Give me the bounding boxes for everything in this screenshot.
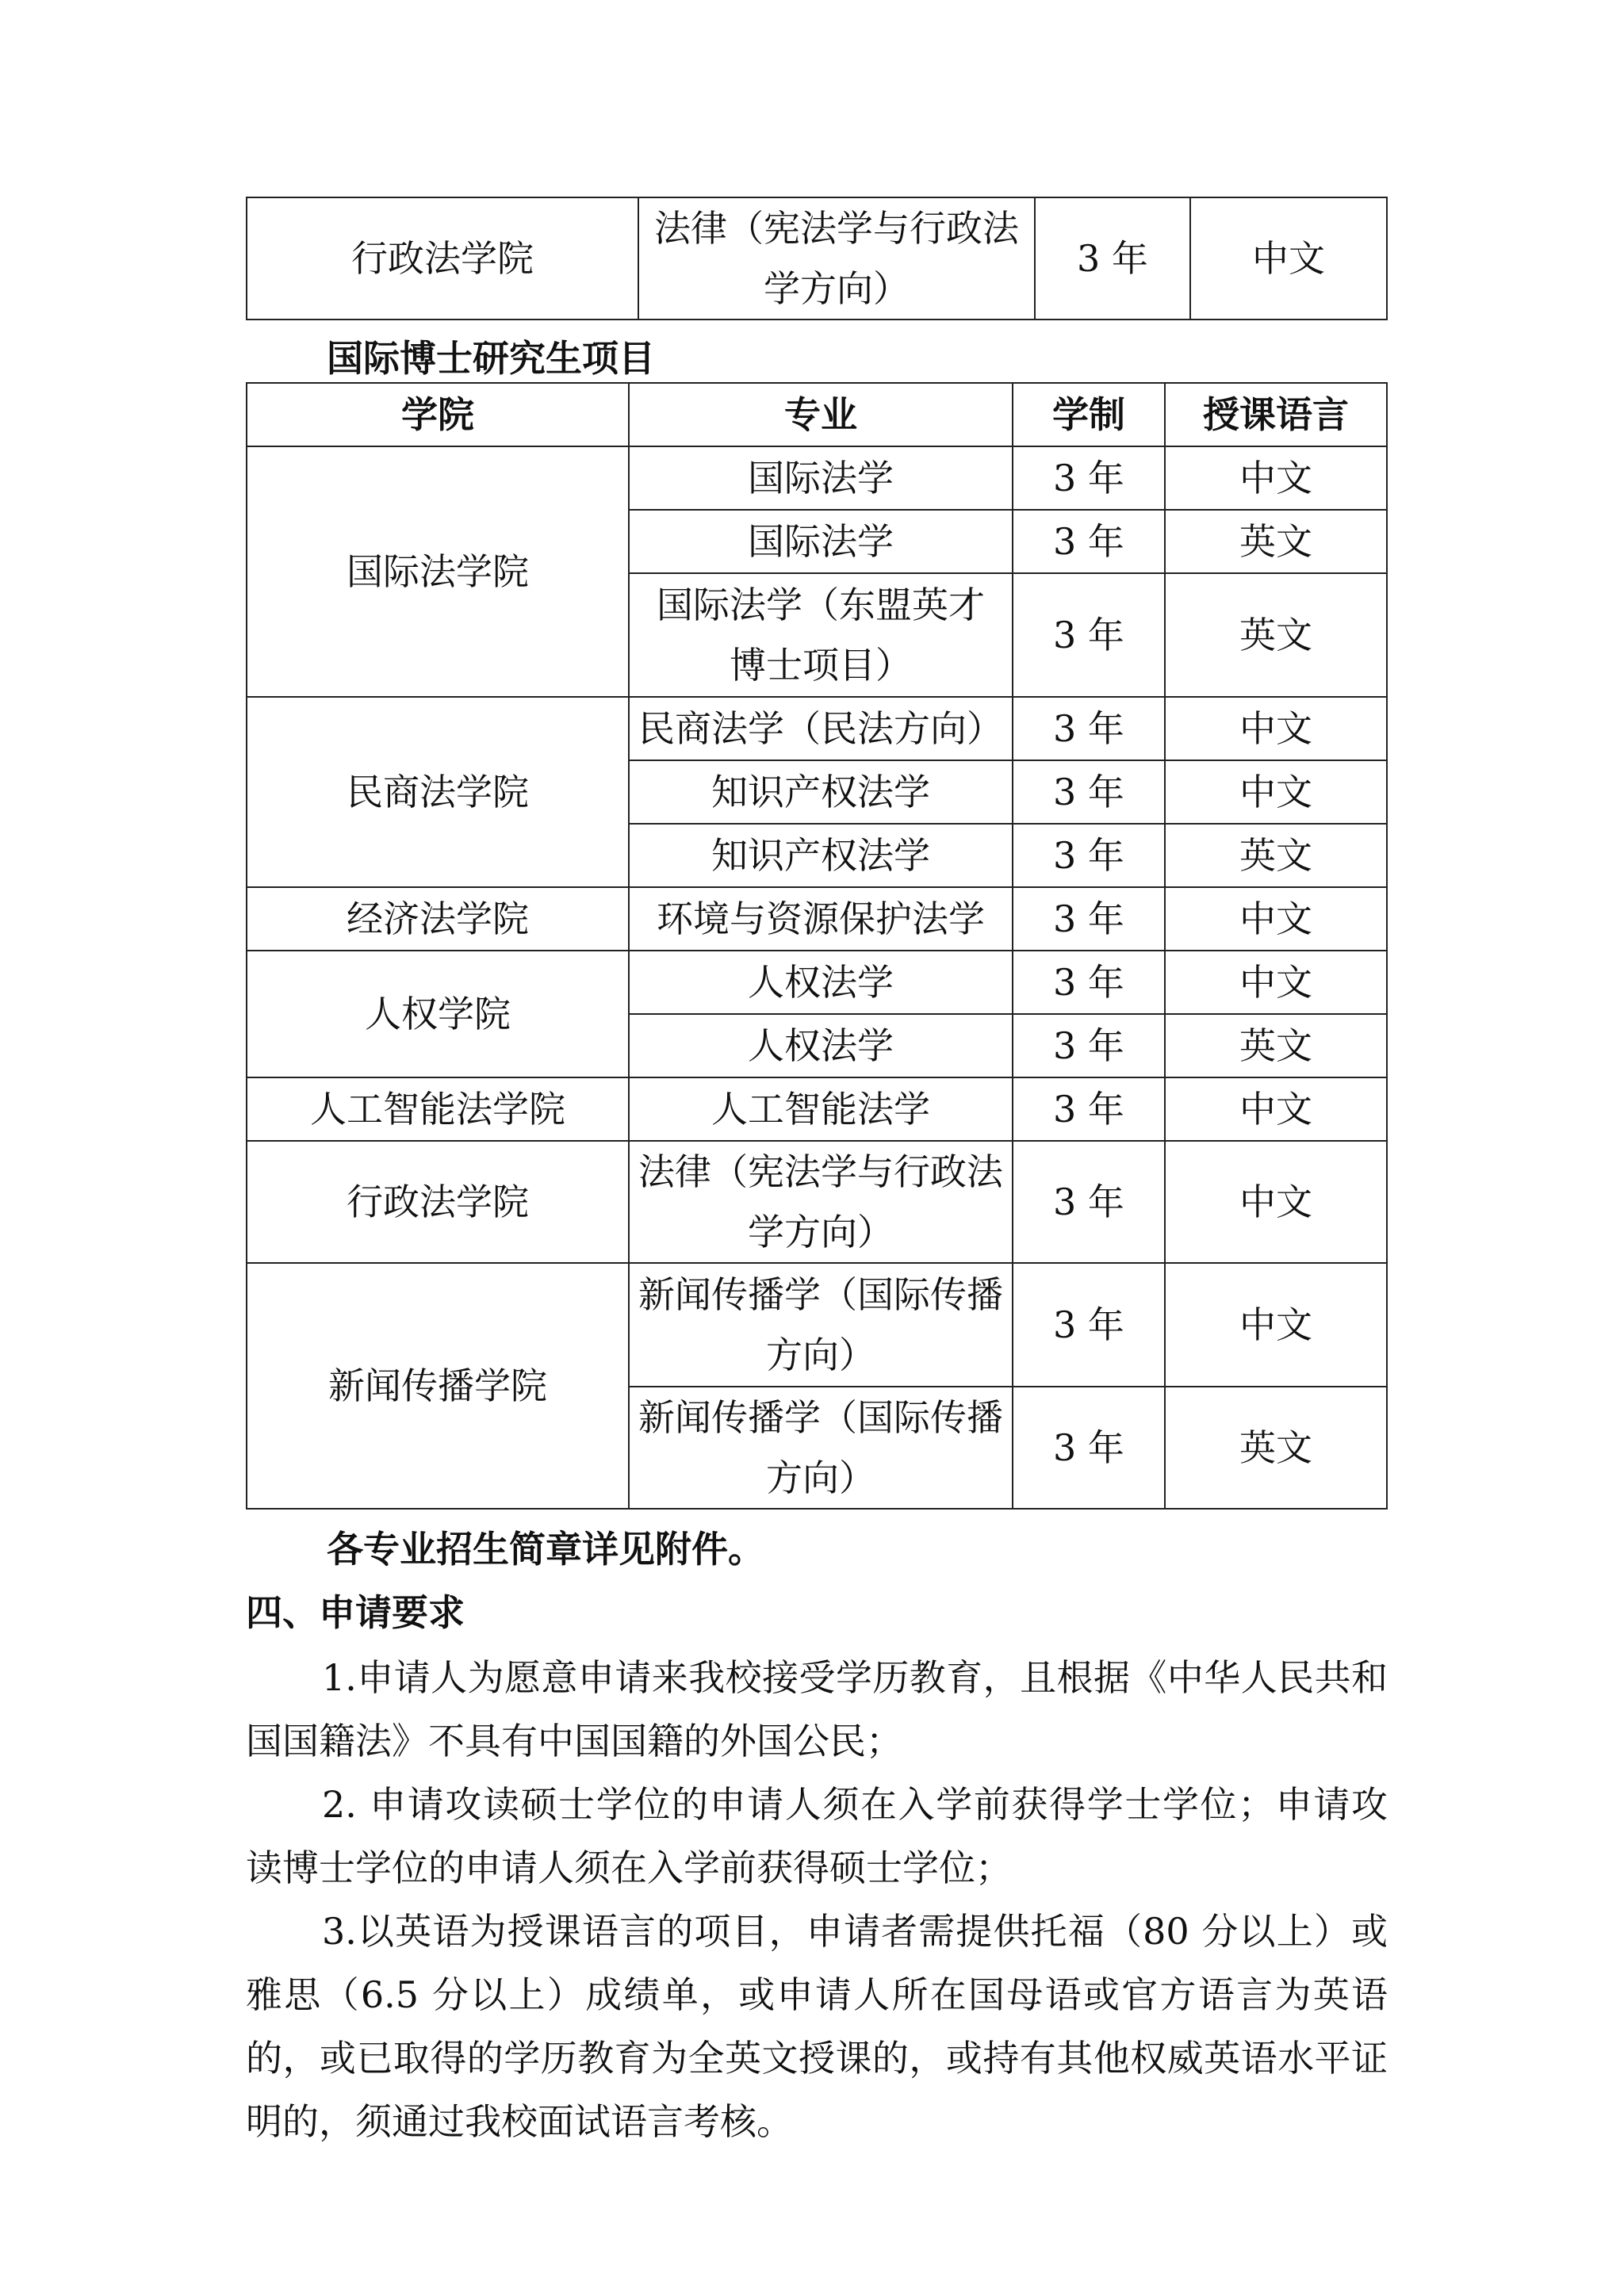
section-heading: 四、申请要求 — [246, 1591, 465, 1634]
duration-cell: 3 年 — [1013, 573, 1165, 697]
major-cell: 新闻传播学（国际传播方向） — [629, 1387, 1013, 1509]
attachment-note: 各专业招生简章详见附件。 — [327, 1528, 764, 1571]
duration-cell: 3 年 — [1013, 446, 1165, 510]
language-cell: 英文 — [1165, 1014, 1387, 1077]
duration-cell: 3 年 — [1035, 197, 1190, 320]
language-cell: 中文 — [1165, 446, 1387, 510]
language-cell: 英文 — [1165, 824, 1387, 887]
duration-cell: 3 年 — [1013, 1263, 1165, 1387]
language-cell: 中文 — [1190, 197, 1387, 320]
language-cell: 中文 — [1165, 760, 1387, 824]
phd-section-title: 国际博士研究生项目 — [327, 337, 655, 380]
duration-cell: 3 年 — [1013, 1387, 1165, 1509]
duration-cell: 3 年 — [1013, 824, 1165, 887]
college-cell: 民商法学院 — [247, 697, 629, 887]
duration-cell: 3 年 — [1013, 1141, 1165, 1263]
language-cell: 英文 — [1165, 573, 1387, 697]
language-cell: 中文 — [1165, 1077, 1387, 1141]
phd-programs-table — [246, 382, 1388, 1510]
language-cell: 中文 — [1165, 697, 1387, 760]
language-cell: 中文 — [1165, 951, 1387, 1014]
table-row — [247, 197, 1387, 320]
college-cell: 行政法学院 — [247, 197, 638, 320]
duration-cell: 3 年 — [1013, 951, 1165, 1014]
table-row — [247, 697, 1387, 760]
table-row — [247, 1141, 1387, 1263]
college-cell: 国际法学院 — [247, 446, 629, 697]
language-cell: 中文 — [1165, 887, 1387, 951]
language-cell: 英文 — [1165, 1387, 1387, 1509]
duration-cell: 3 年 — [1013, 760, 1165, 824]
college-cell: 人工智能法学院 — [247, 1077, 629, 1141]
duration-cell: 3 年 — [1013, 1014, 1165, 1077]
major-cell: 国际法学（东盟英才博士项目） — [629, 573, 1013, 697]
header-major: 专业 — [629, 383, 1013, 446]
header-duration: 学制 — [1013, 383, 1165, 446]
major-cell: 知识产权法学 — [629, 760, 1013, 824]
requirement-item: 3.以英语为授课语言的项目，申请者需提供托福（80 分以上）或雅思（6.5 分以上）成绩单，或申请人所在国母语或官方语言为英语的，或已取得的学历教育为全英文授课的，或持有其他权威英语水平证明的，须通过我校面试语言考核。 — [246, 1910, 1388, 2143]
major-cell: 人权法学 — [629, 1014, 1013, 1077]
major-cell: 国际法学 — [629, 446, 1013, 510]
continued-table — [246, 197, 1388, 320]
college-cell: 人权学院 — [247, 951, 629, 1077]
major-cell: 新闻传播学（国际传播方向） — [629, 1263, 1013, 1387]
duration-cell: 3 年 — [1013, 1077, 1165, 1141]
college-cell: 行政法学院 — [247, 1141, 629, 1263]
duration-cell: 3 年 — [1013, 887, 1165, 951]
header-language: 授课语言 — [1165, 383, 1387, 446]
table-row — [247, 1263, 1387, 1387]
major-cell: 环境与资源保护法学 — [629, 887, 1013, 951]
major-cell: 法律（宪法学与行政法学方向） — [638, 197, 1035, 320]
duration-cell: 3 年 — [1013, 510, 1165, 573]
language-cell: 英文 — [1165, 510, 1387, 573]
header-college: 学院 — [247, 383, 629, 446]
major-cell: 知识产权法学 — [629, 824, 1013, 887]
table-row — [247, 887, 1387, 951]
college-cell: 经济法学院 — [247, 887, 629, 951]
table-header-row — [247, 383, 1387, 446]
requirement-item: 1.申请人为愿意申请来我校接受学历教育，且根据《中华人民共和国国籍法》不具有中国国籍的外国公民； — [246, 1656, 1388, 1762]
language-cell: 中文 — [1165, 1141, 1387, 1263]
major-cell: 人权法学 — [629, 951, 1013, 1014]
table-row — [247, 1077, 1387, 1141]
major-cell: 民商法学（民法方向） — [629, 697, 1013, 760]
major-cell: 人工智能法学 — [629, 1077, 1013, 1141]
requirement-item: 2. 申请攻读硕士学位的申请人须在入学前获得学士学位；申请攻读博士学位的申请人须在入学前获得硕士学位； — [246, 1783, 1388, 1889]
major-cell: 法律（宪法学与行政法学方向） — [629, 1141, 1013, 1263]
language-cell: 中文 — [1165, 1263, 1387, 1387]
major-cell: 国际法学 — [629, 510, 1013, 573]
college-cell: 新闻传播学院 — [247, 1263, 629, 1509]
table-row — [247, 446, 1387, 510]
duration-cell: 3 年 — [1013, 697, 1165, 760]
table-row — [247, 951, 1387, 1014]
